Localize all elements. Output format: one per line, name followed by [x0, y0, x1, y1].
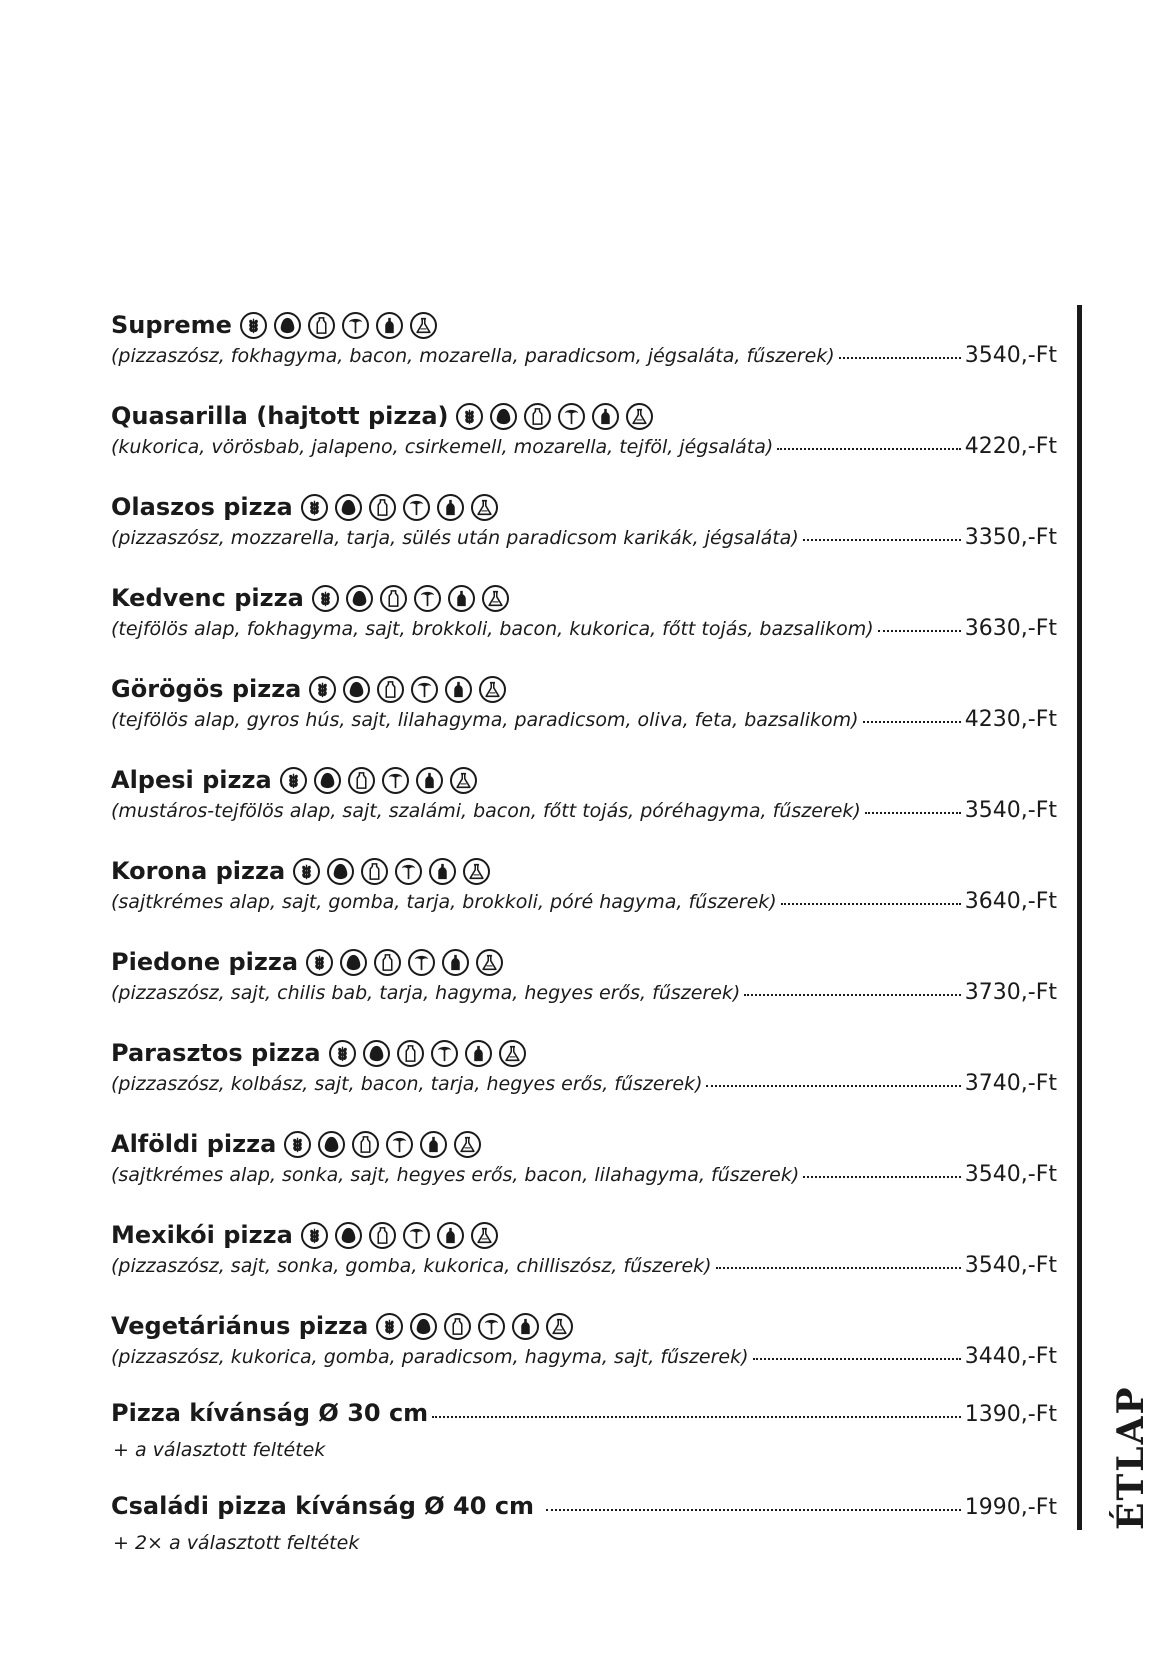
item-price: 3350,-Ft — [964, 525, 1057, 550]
dot-leader — [863, 721, 961, 723]
item-name: Parasztos pizza — [111, 1039, 321, 1067]
menu-item — [111, 1126, 1057, 1217]
item-name: Korona pizza — [111, 857, 286, 885]
flask-icon — [476, 949, 503, 976]
allergen-icons — [312, 585, 509, 612]
item-name: Pizza kívánság Ø 30 cm — [111, 1399, 429, 1427]
flask-icon — [482, 585, 509, 612]
egg-icon — [340, 949, 367, 976]
sauce-bottle-icon — [465, 1040, 492, 1067]
milk-bottle-icon — [308, 312, 335, 339]
menu-item — [111, 1308, 1057, 1399]
item-description: (kukorica, vörösbab, jalapeno, csirkemell, mozarella, tejföl, jégsaláta) — [111, 436, 774, 458]
item-price: 3630,-Ft — [964, 616, 1057, 641]
dot-leader — [878, 630, 961, 632]
allergen-icons — [293, 858, 490, 885]
dot-leader — [706, 1085, 960, 1087]
wheat-icon — [309, 676, 336, 703]
sauce-bottle-icon — [512, 1313, 539, 1340]
item-description: (pizzaszósz, sajt, sonka, gomba, kukorica, chilliszósz, fűszerek) — [111, 1255, 712, 1277]
sauce-bottle-icon — [592, 403, 619, 430]
custom-pizza-item — [111, 1399, 1057, 1492]
wheat-icon — [329, 1040, 356, 1067]
sauce-bottle-icon — [416, 767, 443, 794]
wheat-icon — [280, 767, 307, 794]
celery-icon — [386, 1131, 413, 1158]
egg-icon — [346, 585, 373, 612]
egg-icon — [335, 494, 362, 521]
item-description: (sajtkrémes alap, sajt, gomba, tarja, brokkoli, póré hagyma, fűszerek) — [111, 891, 777, 913]
item-name: Supreme — [111, 311, 232, 339]
item-price: 3540,-Ft — [964, 798, 1057, 823]
dot-leader — [432, 1416, 961, 1418]
menu-item — [111, 1035, 1057, 1126]
celery-icon — [403, 494, 430, 521]
dot-leader — [839, 357, 961, 359]
celery-icon — [431, 1040, 458, 1067]
item-description: (tejfölös alap, fokhagyma, sajt, brokkoli, bacon, kukorica, főtt tojás, bazsalikom) — [111, 618, 874, 640]
celery-icon — [395, 858, 422, 885]
item-price: 3740,-Ft — [964, 1071, 1057, 1096]
milk-bottle-icon — [352, 1131, 379, 1158]
menu-item — [111, 853, 1057, 944]
item-name: Görögös pizza — [111, 675, 302, 703]
dot-leader — [777, 448, 960, 450]
item-name: Vegetáriánus pizza — [111, 1312, 369, 1340]
menu-item — [111, 307, 1057, 398]
allergen-icons — [456, 403, 653, 430]
egg-icon — [343, 676, 370, 703]
egg-icon — [335, 1222, 362, 1249]
milk-bottle-icon — [369, 1222, 396, 1249]
custom-pizza-item — [111, 1492, 1057, 1585]
pizza-menu — [111, 307, 1057, 1585]
sauce-bottle-icon — [376, 312, 403, 339]
side-rule — [1077, 305, 1082, 1530]
sauce-bottle-icon — [445, 676, 472, 703]
item-price: 3640,-Ft — [964, 889, 1057, 914]
item-price: 3730,-Ft — [964, 980, 1057, 1005]
wheat-icon — [456, 403, 483, 430]
celery-icon — [408, 949, 435, 976]
wheat-icon — [293, 858, 320, 885]
wheat-icon — [301, 1222, 328, 1249]
wheat-icon — [301, 494, 328, 521]
sauce-bottle-icon — [437, 494, 464, 521]
item-note: + a választott feltétek — [113, 1439, 326, 1461]
celery-icon — [403, 1222, 430, 1249]
flask-icon — [450, 767, 477, 794]
milk-bottle-icon — [397, 1040, 424, 1067]
sauce-bottle-icon — [442, 949, 469, 976]
item-price: 4220,-Ft — [964, 434, 1057, 459]
dot-leader — [744, 994, 960, 996]
menu-item — [111, 944, 1057, 1035]
item-description: (pizzaszósz, sajt, chilis bab, tarja, hagyma, hegyes erős, fűszerek) — [111, 982, 741, 1004]
milk-bottle-icon — [380, 585, 407, 612]
egg-icon — [410, 1313, 437, 1340]
item-description: (pizzaszósz, mozzarella, tarja, sülés után paradicsom karikák, jégsaláta) — [111, 527, 799, 549]
wheat-icon — [284, 1131, 311, 1158]
flask-icon — [471, 494, 498, 521]
side-label: ÉTLAP — [1110, 1385, 1152, 1530]
item-price: 3440,-Ft — [964, 1344, 1057, 1369]
milk-bottle-icon — [377, 676, 404, 703]
wheat-icon — [240, 312, 267, 339]
sauce-bottle-icon — [437, 1222, 464, 1249]
item-name: Mexikói pizza — [111, 1221, 293, 1249]
dot-leader — [803, 1176, 961, 1178]
milk-bottle-icon — [524, 403, 551, 430]
item-description: (pizzaszósz, kukorica, gomba, paradicsom, hagyma, sajt, fűszerek) — [111, 1346, 749, 1368]
flask-icon — [454, 1131, 481, 1158]
item-description: (tejfölös alap, gyros hús, sajt, lilahagyma, paradicsom, oliva, feta, bazsalikom) — [111, 709, 859, 731]
allergen-icons — [376, 1313, 573, 1340]
celery-icon — [478, 1313, 505, 1340]
allergen-icons — [329, 1040, 526, 1067]
egg-icon — [274, 312, 301, 339]
egg-icon — [363, 1040, 390, 1067]
item-price: 3540,-Ft — [964, 1162, 1057, 1187]
item-description: (pizzaszósz, fokhagyma, bacon, mozarella, paradicsom, jégsaláta, fűszerek) — [111, 345, 835, 367]
wheat-icon — [312, 585, 339, 612]
allergen-icons — [309, 676, 506, 703]
milk-bottle-icon — [374, 949, 401, 976]
celery-icon — [382, 767, 409, 794]
item-name: Alföldi pizza — [111, 1130, 277, 1158]
egg-icon — [327, 858, 354, 885]
flask-icon — [410, 312, 437, 339]
item-name: Családi pizza kívánság Ø 40 cm — [111, 1492, 535, 1520]
item-description: (mustáros-tejfölös alap, sajt, szalámi, bacon, főtt tojás, póréhagyma, fűszerek) — [111, 800, 861, 822]
egg-icon — [318, 1131, 345, 1158]
celery-icon — [342, 312, 369, 339]
dot-leader — [865, 812, 961, 814]
menu-item — [111, 762, 1057, 853]
flask-icon — [546, 1313, 573, 1340]
milk-bottle-icon — [444, 1313, 471, 1340]
flask-icon — [499, 1040, 526, 1067]
allergen-icons — [301, 1222, 498, 1249]
dot-leader — [803, 539, 961, 541]
dot-leader — [753, 1358, 961, 1360]
milk-bottle-icon — [369, 494, 396, 521]
item-note: + 2× a választott feltétek — [113, 1532, 360, 1554]
allergen-icons — [301, 494, 498, 521]
menu-item — [111, 398, 1057, 489]
flask-icon — [626, 403, 653, 430]
item-name: Kedvenc pizza — [111, 584, 304, 612]
dot-leader — [781, 903, 961, 905]
flask-icon — [471, 1222, 498, 1249]
egg-icon — [314, 767, 341, 794]
dot-leader — [716, 1267, 961, 1269]
milk-bottle-icon — [361, 858, 388, 885]
item-price: 1990,-Ft — [964, 1495, 1057, 1520]
item-name: Alpesi pizza — [111, 766, 272, 794]
celery-icon — [558, 403, 585, 430]
allergen-icons — [240, 312, 437, 339]
wheat-icon — [376, 1313, 403, 1340]
egg-icon — [490, 403, 517, 430]
celery-icon — [411, 676, 438, 703]
dot-leader — [546, 1509, 961, 1511]
item-name: Quasarilla (hajtott pizza) — [111, 402, 449, 430]
item-price: 3540,-Ft — [964, 1253, 1057, 1278]
allergen-icons — [284, 1131, 481, 1158]
menu-item — [111, 671, 1057, 762]
item-name: Piedone pizza — [111, 948, 299, 976]
menu-item — [111, 489, 1057, 580]
item-price: 1390,-Ft — [964, 1402, 1057, 1427]
sauce-bottle-icon — [448, 585, 475, 612]
menu-item — [111, 1217, 1057, 1308]
flask-icon — [479, 676, 506, 703]
item-price: 3540,-Ft — [964, 343, 1057, 368]
item-name: Olaszos pizza — [111, 493, 293, 521]
sauce-bottle-icon — [429, 858, 456, 885]
milk-bottle-icon — [348, 767, 375, 794]
allergen-icons — [306, 949, 503, 976]
celery-icon — [414, 585, 441, 612]
sauce-bottle-icon — [420, 1131, 447, 1158]
menu-item — [111, 580, 1057, 671]
wheat-icon — [306, 949, 333, 976]
item-price: 4230,-Ft — [964, 707, 1057, 732]
allergen-icons — [280, 767, 477, 794]
flask-icon — [463, 858, 490, 885]
item-description: (sajtkrémes alap, sonka, sajt, hegyes erős, bacon, lilahagyma, fűszerek) — [111, 1164, 800, 1186]
item-description: (pizzaszósz, kolbász, sajt, bacon, tarja, hegyes erős, fűszerek) — [111, 1073, 703, 1095]
